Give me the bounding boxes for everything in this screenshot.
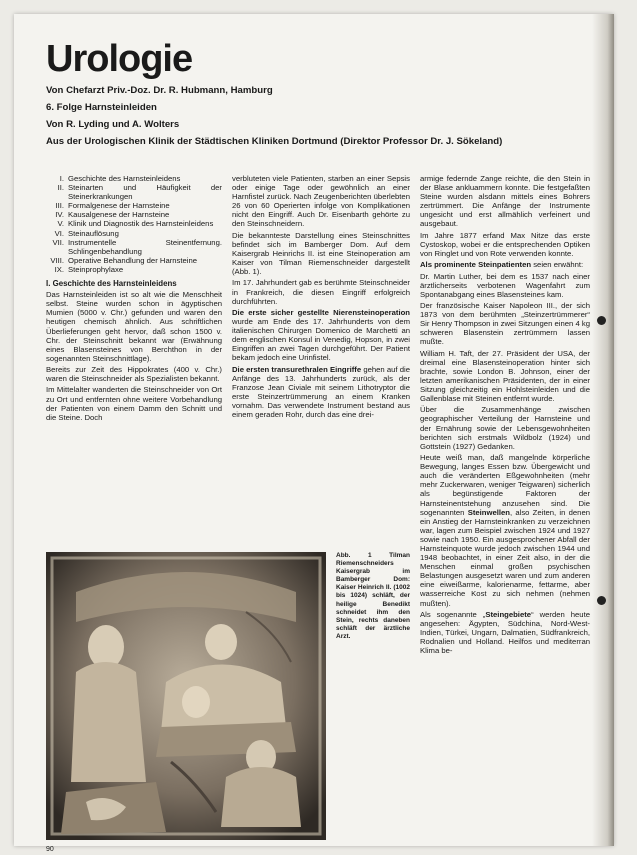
paragraph: Heute weiß man, daß mangelnde körperliche Bewegung, langes Essen bzw. Übergewicht und auch die veränderten Eßgewohnheiten (mehr mehr Zuckerwaren, weniger Teigwaren) sicherlich als begünstigende Faktoren der Harnsteinentstehung anzusehen sind. Die sogenannten Steinwellen, also Zeiten, in denen ein Anstieg der Harnsteinkranken zu verzeichnen war, lagen zum Beispiel zwischen 1924 und 1927 sowie nach 1950. Ein ausgesprochener Abfall der Harnsteinquote wurde jedoch zwischen 1944 und 1948 beobachtet, in einer Zeit also, in der die Menschen einmal großen psychischen Belastungen ausgesetzt waren und zum anderen eine eiweißarme, kalorienarme, fettarme, aber wasserreiche Kost zu sich nehmen (nehmen mußten). xyxy=(420,453,590,608)
paragraph: Im Jahre 1877 erfand Max Nitze das erste Cystoskop, wobei er die entsprechenden Optiken von Ringlet und von Rote verwenden konnte. xyxy=(420,230,590,258)
paragraph: Als sogenannte „Steingebiete“ werden heute angesehen: Ägypten, Südchina, Nord-West-Indien, Türkei, Ungarn, Dalmatien, Südfrankreich, Rodnalien und Holland. Heilfos und mediterran Klima be- xyxy=(420,609,590,656)
toc-item: V. Klinik und Diagnostik des Harnsteinleidens xyxy=(57,219,214,229)
paragraph: Über die Zusammenhänge zwischen geographischer Verteilung der Harnsteine und der Ernährung sowie der Lebensgewohnheiten berichten sich erstmals Wildbolz (1924) und Gottstein (1927) Gedanken. xyxy=(420,405,590,451)
column-2 xyxy=(232,174,410,544)
magazine-page xyxy=(14,14,614,853)
paragraph: Dr. Martin Luther, bei dem es 1537 nach einer ärztlicherseits verbotenen Wagenfahrt zum Spontanabgang eines Blasensteines kam. xyxy=(420,271,590,299)
paragraph: Im Mittelalter wanderten die Steinschneider von Ort zu Ort und entfernten ohne weitere Vorbehandlung der Patienten von einem Damm den Schnitt und die Steine. Doch xyxy=(46,385,222,422)
binding-hole xyxy=(597,316,606,325)
toc-item: VII. Instrumentelle Steinentfernung. Schlingenbehandlung xyxy=(52,237,222,256)
toc-item: IX. Steinprophylaxe xyxy=(54,264,124,274)
toc-item: VIII. Operative Behandlung der Harnsteine xyxy=(50,255,198,265)
bold-term: Die erste sicher gestellte Nierensteinoperation xyxy=(232,307,410,317)
page-number: 90 xyxy=(46,846,54,853)
bold-term: Die ersten transurethralen Eingriffe xyxy=(232,364,362,374)
paragraph: Das Harnsteinleiden ist so alt wie die Menschheit selbst. Steine wurden schon in ägyptischen Mumien (5000 v. Chr.) gefunden und waren den heutigen chemisch ähnlich. Aus schriftlichen Überlieferungen geht hervor, daß schon 1500 v. Chr. der Steinschnitt bekannt war (Erwähnung eines Blasensteines von Berchthon in der sogenannten Steinschnittlage). xyxy=(46,290,222,363)
series-line: 6. Folge Harnsteinleiden xyxy=(46,102,157,113)
author-line: Von Chefarzt Priv.-Doz. Dr. R. Hubmann, Hamburg xyxy=(46,85,273,96)
paragraph: armige federnde Zange reichte, die den Stein in der Blase ankluammern konnte. Die festgefaßten Steine wurden alsdann mittels eines Bohrers zertrümmert. Die Anfänge der Instrumente ungesicht und erst allmählich verfeinert und ausgebaut. xyxy=(420,174,590,229)
figure-caption: Abb. 1 Tilman Riemenschneiders Kaisergrab im Bamberger Dom: Kaiser Heinrich II. (1002 bis 1024) schläft, der heilige Benedikt schneidet ihm den Stein, rechts daneben schläft der ärztliche Arzt. xyxy=(336,552,410,640)
toc-item: I. Geschichte des Harnsteinleidens xyxy=(59,174,181,183)
paragraph: verbluteten viele Patienten, starben an einer Sepsis oder einige Tage oder gewöhnlich an einer Harnfistel zurück. Nach Zeugenberichten überlebten 26 von 60 Operierten infolge von Komplikationen nicht den Eingriff. Auch Dr. Eisenbarth gehörte zu den Steinschneidern. xyxy=(232,174,410,229)
toc-item: IV. Kausalgenese der Harnsteine xyxy=(55,210,170,220)
bold-term: Steinwellen xyxy=(467,507,510,517)
paragraph: William H. Taft, der 27. Präsident der USA, der dreimal eine Blasensteinoperation hinter sich brachte, sowie London B. Johnson, einer der letzten amerikanischen Präsidenten, der in einer Sitzung gleichzeitig ein Hohlsteinleiden und die Gallenblase mit Steinen entfernt wurde. xyxy=(420,348,590,404)
paragraph: Als prominente Steinpatienten seien erwähnt: xyxy=(420,260,584,270)
relief-carving-illustration xyxy=(46,552,326,840)
page-spine-shadow xyxy=(592,14,614,846)
paragraph: Bereits zur Zeit des Hippokrates (400 v. Chr.) waren die Steinschneider als Spezialisten bekannt. xyxy=(46,365,222,384)
paragraph: Im 17. Jahrhundert gab es berühmte Steinschneider in Frankreich, die diesen Eingriff erfolgreich durchführten. xyxy=(232,278,410,306)
bold-term: Als prominente Steinpatienten xyxy=(420,260,532,270)
bold-term: Steingebiete xyxy=(485,609,532,619)
toc-item: VI. Steinauflösung xyxy=(54,228,119,238)
relief-photo xyxy=(46,552,326,840)
column-1 xyxy=(46,174,222,544)
binding-hole xyxy=(597,596,606,605)
table-of-contents xyxy=(46,174,222,274)
paragraph: Die ersten transurethralen Eingriffe gehen auf die Anfänge des 13. Jahrhunderts zurück, als der Franzose Jean Civiale mit seinem Lithotryptor die erste Steinzertrümmerung an einem Kranken vornahm. Das verwendete Instrument bestand aus einem geraden Rohr, durch das eine drei- xyxy=(232,364,410,420)
paragraph: Der französische Kaiser Napoleon III., der sich 1873 von dem berühmten „Steinzertrümmerer“ Sir Henry Thompson in zwei Sitzungen einen 4 kg schweren Blasenstein zertrümmern lassen mußte. xyxy=(420,300,590,347)
coauthors-line: Von R. Lyding und A. Wolters xyxy=(46,119,180,130)
column-3 xyxy=(420,174,590,844)
section-heading: I. Geschichte des Harnsteinleidens xyxy=(46,279,177,289)
toc-item: III. Formalgenese der Harnsteine xyxy=(55,201,170,211)
toc-item: II. Steinarten und Häufigkeit der Steinerkrankungen xyxy=(57,183,222,202)
article-title: Urologie xyxy=(46,38,193,80)
institution-line: Aus der Urologischen Klinik der Städtischen Kliniken Dortmund (Direktor Professor Dr. J. Sökeland) xyxy=(46,136,503,147)
paragraph: Die erste sicher gestellte Nierensteinoperation wurde am Ende des 17. Jahrhunderts von dem italienischen Chirurgen Domenico de Marchetti an dem englischen Konsul in Venedig, Hopson, in zwei Eingriffen an zwei Tagen durchgeführt. Der Patient bekam jedoch eine Urinfistel. xyxy=(232,307,410,363)
paragraph: Die bekannteste Darstellung eines Steinschnittes befindet sich im Bamberger Dom. Auf dem Kaisergrab Heinrichs II. ist eine Steinoperation am Kaiser von Tilman Riemenschneider dargestellt (Abb. 1). xyxy=(232,230,410,277)
